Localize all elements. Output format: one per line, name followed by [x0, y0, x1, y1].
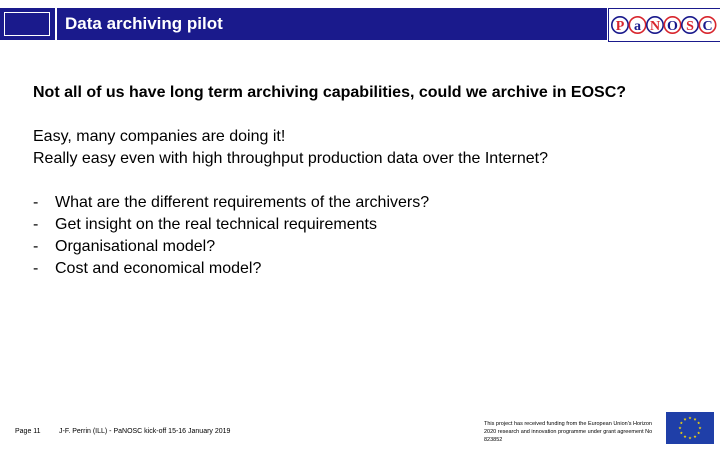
- flag-star: [680, 421, 683, 424]
- panosc-logo-graphic: [611, 10, 719, 40]
- footer-author: J-F. Perrin (ILL) - PaNOSC kick-off 15-16 January 2019: [59, 428, 231, 435]
- flag-star: [683, 435, 686, 438]
- logo-letter: C: [702, 19, 713, 34]
- panosc-logo: [608, 8, 720, 42]
- flag-star: [680, 431, 683, 434]
- header-bar: [57, 8, 607, 40]
- flag-star: [693, 435, 696, 438]
- bullet-item: [33, 214, 673, 236]
- logo-letter: O: [667, 19, 678, 34]
- spacer: [33, 104, 673, 126]
- bullet-dash: -: [33, 238, 39, 255]
- eu-flag-graphic: [666, 412, 714, 444]
- header-left-frame: [4, 12, 50, 36]
- bullet-text: Organisational model?: [55, 238, 216, 255]
- page-number: Page 11: [15, 428, 41, 435]
- bullet-item: [33, 236, 673, 258]
- bullet-item: [33, 192, 673, 214]
- flag-star: [693, 418, 696, 421]
- bullet-text: Get insight on the real technical requirements: [55, 216, 377, 233]
- flag-star: [683, 418, 686, 421]
- bullet-dash: -: [33, 260, 39, 277]
- bullet-dash: -: [33, 194, 39, 211]
- flag-star: [698, 426, 701, 429]
- logo-letter: a: [634, 19, 641, 34]
- bullet-text: What are the different requirements of the archivers?: [55, 194, 430, 211]
- flag-star: [697, 431, 700, 434]
- spacer: [33, 170, 673, 192]
- bullet-dash: -: [33, 216, 39, 233]
- header-left-block: [0, 8, 55, 40]
- flag-star: [678, 426, 681, 429]
- logo-letter: S: [686, 19, 694, 34]
- slide-heading: Not all of us have long term archiving capabilities, could we archive in EOSC?: [33, 84, 627, 101]
- funding-statement: This project has received funding from the European Union's Horizon 2020 research and innovation programme under grant agreement No 823852: [484, 421, 653, 443]
- eu-flag-icon: [666, 412, 714, 444]
- slide-footer: [0, 410, 720, 450]
- bullet-list: [33, 192, 673, 280]
- slide-title: Data archiving pilot: [65, 14, 223, 33]
- paragraph-line-1: Easy, many companies are doing it!: [33, 128, 286, 145]
- logo-letter: P: [615, 19, 625, 34]
- flag-star: [688, 436, 691, 439]
- flag-star: [688, 416, 691, 419]
- flag-star: [697, 421, 700, 424]
- paragraph-line-2: Really easy even with high throughput production data over the Internet?: [33, 150, 548, 167]
- slide-body: [33, 82, 673, 280]
- bullet-text: Cost and economical model?: [55, 260, 262, 277]
- logo-letter: N: [649, 19, 661, 34]
- bullet-item: [33, 258, 673, 280]
